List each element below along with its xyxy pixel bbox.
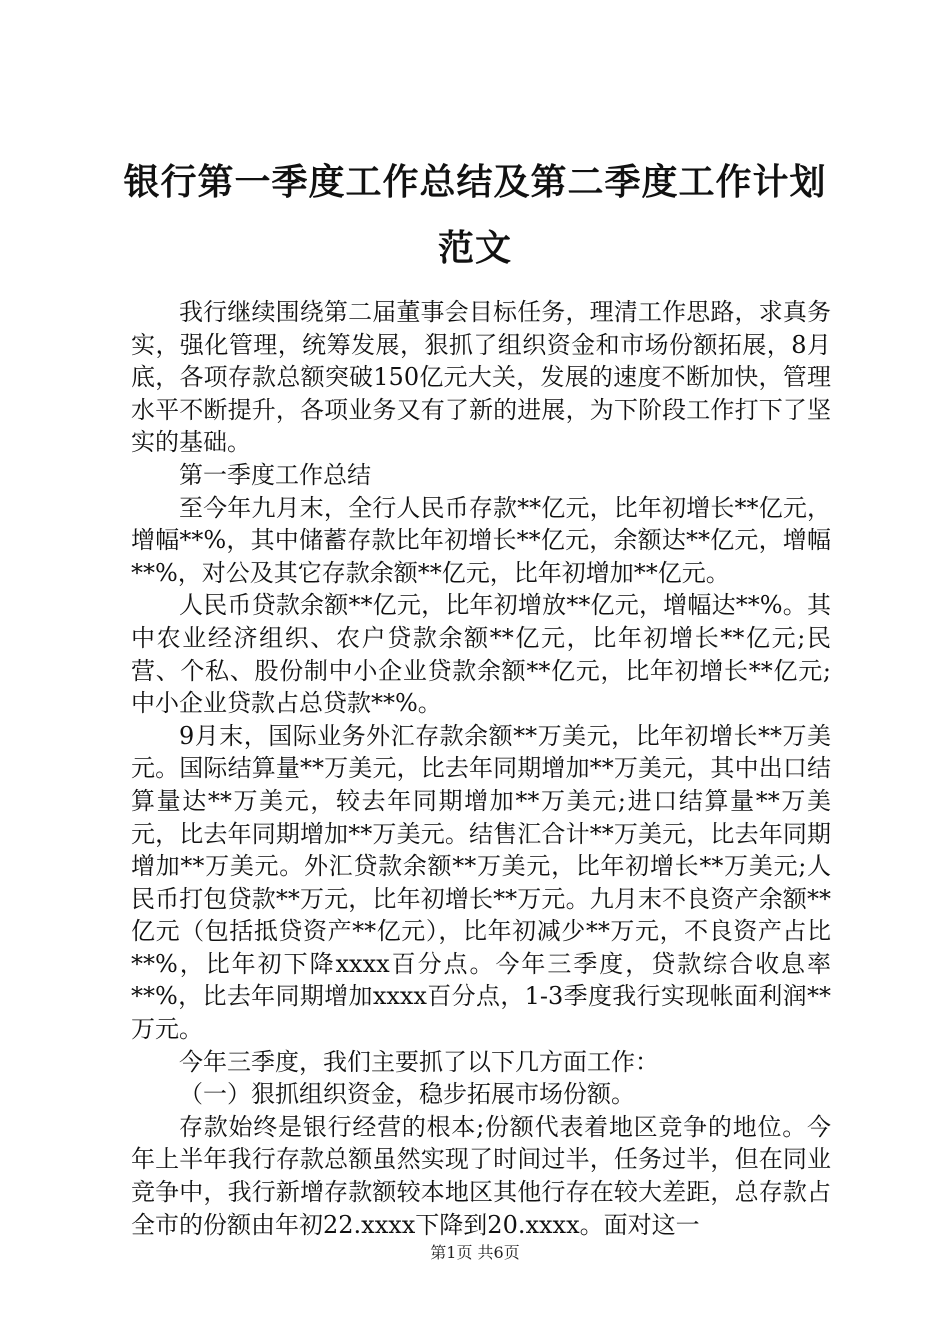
- section-heading-q1-summary: 第一季度工作总结: [179, 460, 371, 489]
- paragraph-work-intro: 今年三季度，我们主要抓了以下几方面工作：: [179, 1047, 659, 1076]
- document-body: [131, 296, 831, 1241]
- paragraph-international-business: 9月末，国际业务外汇存款余额**万美元，比年初增长**万美元。国际结算量**万美元，比去年同期增加**万美元，其中出口结算量达**万美元，较去年同期增加**万美元;进口结算量**万美元，比去年同期增加**万美元。结售汇合计**万美元，比去年同期增加**万美元。外汇贷款余额**万美元，比年初增长**万美元;人民币打包贷款**万元，比年初增长**万元。九月末不良资产余额**亿元（包括抵贷资产**亿元），比年初减少**万元，不良资产占比**%，比年初下降xxxx百分点。今年三季度，贷款综合收息率**%，比去年同期增加xxxx百分点，1-3季度我行实现帐面利润**万元。: [131, 721, 831, 1044]
- subheading-funds: （一）狠抓组织资金，稳步拓展市场份额。: [179, 1080, 635, 1109]
- paragraph-intro: 我行继续围绕第二届董事会目标任务，理清工作思路，求真务实，强化管理，统筹发展，狠抓了组织资金和市场份额拓展，8月底，各项存款总额突破150亿元大关，发展的速度不断加快，管理水平不断提升，各项业务又有了新的进展，为下阶段工作打下了坚实的基础。: [131, 298, 831, 457]
- page-number: 第1页 共6页: [430, 1243, 520, 1262]
- paragraph-deposits-share: 存款始终是银行经营的根本;份额代表着地区竞争的地位。今年上半年我行存款总额虽然实现了时间过半，任务过半，但在同业竞争中，我行新增存款额较本地区其他行存在较大差距，总存款占全市的份额由年初22.xxxx下降到20.xxxx。面对这一: [131, 1112, 831, 1239]
- paragraph-rmb-loans: 人民币贷款余额**亿元，比年初增放**亿元，增幅达**%。其中农业经济组织、农户贷款余额**亿元，比年初增长**亿元;民营、个私、股份制中小企业贷款余额**亿元，比年初增长**亿元;中小企业贷款占总贷款**%。: [131, 591, 831, 718]
- document-title: 银行第一季度工作总结及第二季度工作计划范文: [123, 162, 827, 269]
- paragraph-rmb-deposits: 至今年九月末，全行人民币存款**亿元，比年初增长**亿元，增幅**%，其中储蓄存款比年初增长**亿元，余额达**亿元，增幅**%，对公及其它存款余额**亿元，比年初增加**亿元。: [131, 493, 831, 587]
